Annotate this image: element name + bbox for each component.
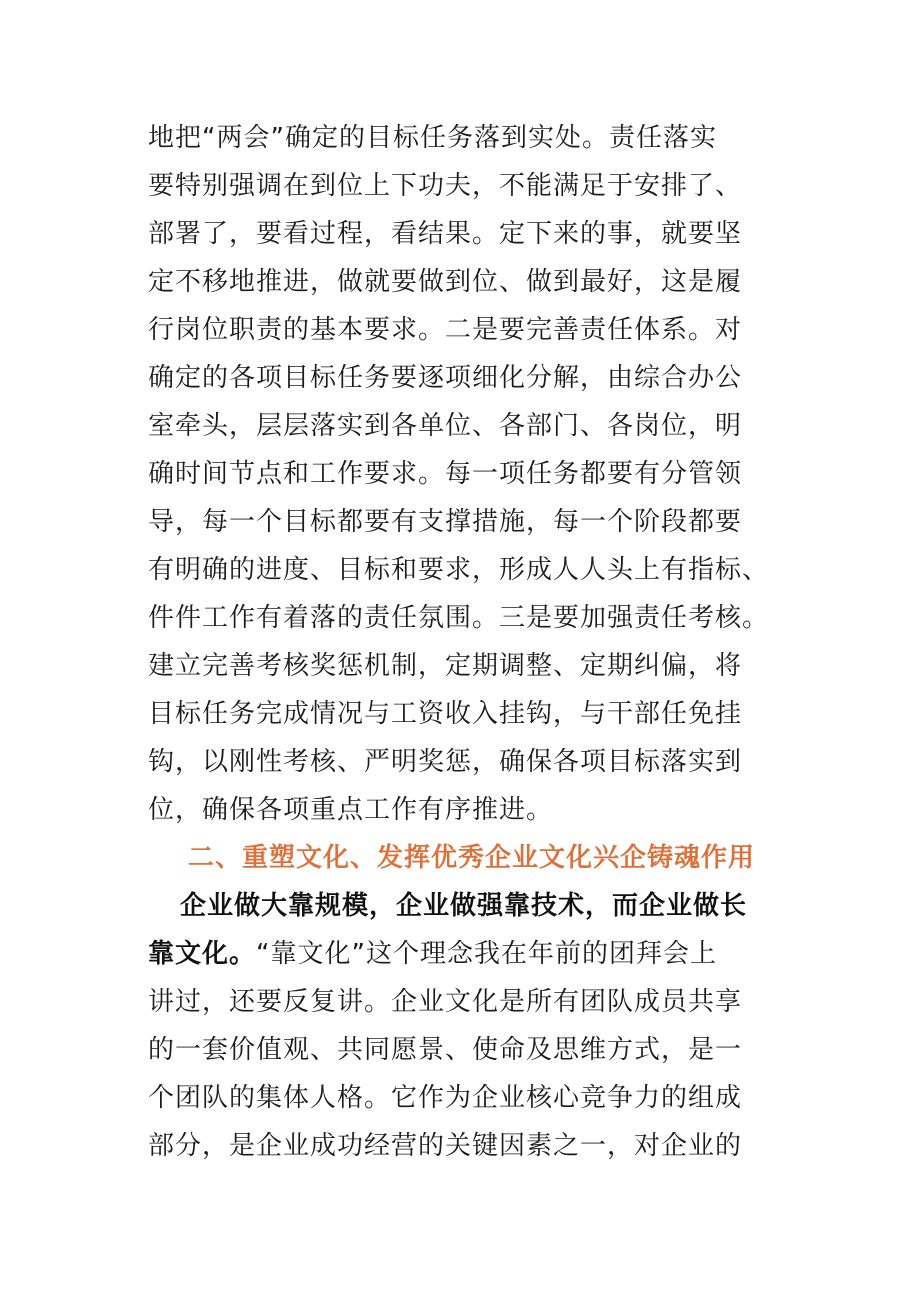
body-line: 目标任务完成情况与工资收入挂钩，与干部任免挂 [148,699,743,729]
body-line: 导，每一个目标都要有支撑措施，每一个阶段都要 [148,507,743,537]
body-line: 定不移地推进，做就要做到位、做到最好，这是履 [148,267,743,297]
document-body [148,114,778,1170]
body-line: 确定的各项目标任务要逐项细化分解，由综合办公 [148,363,743,393]
body-line: 个团队的集体人格。它作为企业核心竞争力的组成 [148,1083,743,1113]
body-line [148,930,778,978]
body-line: 行岗位职责的基本要求。二是要完善责任体系。对 [148,315,743,345]
body-line: 建立完善考核奖惩机制，定期调整、定期纠偏，将 [148,651,743,681]
body-line: 部署了，要看过程，看结果。定下来的事，就要坚 [148,219,743,249]
body-line-bold [148,882,778,930]
bold-lead-text-end: 靠文化。 [148,939,257,969]
body-line: 室牵头，层层落实到各单位、各部门、各岗位，明 [148,411,743,441]
body-line: 有明确的进度、目标和要求，形成人人头上有指标、 [148,555,770,585]
body-line: 讲过，还要反复讲。企业文化是所有团队成员共享 [148,987,743,1017]
body-line: 要特别强调在到位上下功夫，不能满足于安排了、 [148,171,743,201]
body-line: 的一套价值观、共同愿景、使命及思维方式，是一 [148,1035,743,1065]
body-line: 确时间节点和工作要求。每一项任务都要有分管领 [148,459,743,489]
body-line: 部分，是企业成功经营的关键因素之一，对企业的 [148,1131,743,1161]
body-line: 地把“两会”确定的目标任务落到实处。责任落实 [148,123,717,153]
bold-lead-text: 企业做大靠规模，企业做强靠技术，而企业做长 [180,891,748,921]
body-line: 位，确保各项重点工作有序推进。 [148,795,554,825]
body-text: “靠文化”这个理念我在年前的团拜会上 [256,939,717,969]
body-line: 件件工作有着落的责任氛围。三是要加强责任考核。 [148,603,770,633]
body-line: 钩，以刚性考核、严明奖惩，确保各项目标落实到 [148,747,743,777]
section-heading: 二、重塑文化、发挥优秀企业文化兴企铸魂作用 [188,843,756,873]
